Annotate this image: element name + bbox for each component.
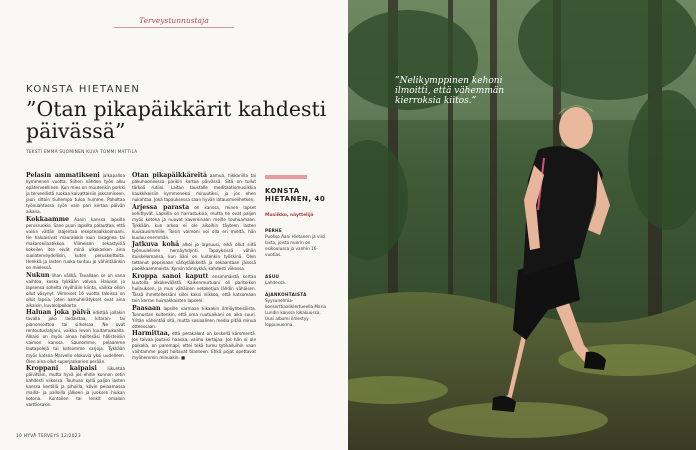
- kicker-divider: [114, 27, 234, 28]
- paragraph: [132, 242, 256, 272]
- headline: ”Otan pikapäikkärit kahdesti päivässä”: [26, 97, 327, 143]
- paragraph-lead: Jatkuva kohä: [132, 241, 180, 249]
- sidebar-subtitle: Musiikko, näyttelijä: [265, 213, 314, 218]
- paragraph-text: alkoi jo lapsuusi, eikä ollut siitä työnuulelinen hernäyhdynti. Tapayksissä vähän ituiskelemansa, kun ääni on kuitenkin työskinä. Olen tottanut popsinaan särkylääkkeitä ja sekaantaan jäisssä paoikkaammoista. Kynsin kännykkä, kahdesti viikossa.: [132, 242, 256, 272]
- paragraph-lead: Haluan joka päivä: [26, 309, 91, 317]
- paragraph-lead: Otan pikapäikkäreitä: [132, 172, 207, 179]
- paragraph: [26, 173, 125, 215]
- body-column-1: [26, 173, 125, 410]
- paragraph: [26, 310, 125, 364]
- paragraph: [26, 366, 125, 408]
- paragraph-text: jalkapalloa kymmenen vuotta. Siihen nähden työn alku epäterveellinen. Kun mies on muutenkin porkki ja terveellistä ruokaa kaivattaisiin jaksamiseen, jauri siltoin tiuhempa tuloa humme. Paholtaa työnuahtossa syön vain pari kertaa päivän aikana.: [26, 173, 125, 215]
- paragraph-text: että perakalont on keskellä kämmentä. Jos taivaa joutaisi haasaa, vaimo kertajaa. Jos hän ei ole paikalla, on paremapi, ettei tekä turnu tytikailuihin vaan vaihtamme pojat hoitavat tilanteen. Ehkä pojat opettavat myöhemmin minuakin.: [132, 331, 256, 361]
- sidebar-heading: AJANKOHTAISTA: [265, 292, 307, 297]
- sidebar-text: Syysunelmia-konserttiaalikiertueella Maria Lundin kanssa lokakuussa. Uusi albumi ilmestyy loppuvuonna.: [265, 297, 327, 327]
- paragraph-lead: Kokkaamme: [26, 215, 69, 223]
- sidebar-block-lives: [265, 274, 331, 286]
- paragraph-text: Aanin kanssa lapsille perusruokia. Sane puori lapsilta palauttaa, että voisin vältän laajentaa resepteaalkkoimaani. He haluaisivat mauralokin kuin lasagnea tai makaronilaatikkoa. Viimeisen sekastyisiä kokeilen itse eivät minä ulkokasken aina suolaterveydellisin, kuten peruskeittoita. Henkkä ja lasten ruoka tuntuu jo vähintäänkin on mielessä.: [26, 216, 125, 271]
- paragraph-lead: Arjessa parasta: [132, 203, 190, 211]
- paragraph-lead: Kroppani kaipaisi: [26, 365, 97, 373]
- section-kicker: Terveystunnustaja: [139, 16, 209, 25]
- sidebar-text: Puoliso Aani Hietanen ja viisi lasta, joista nuorin on esikoulussa ja vanhin 16-vuotias.: [265, 233, 326, 257]
- paragraph-lead: Kroppa sanoi kaputt: [132, 272, 209, 280]
- right-page-photo: [348, 0, 696, 450]
- pull-quote: ”Nelikymppinen kehoni ilmoitti, että vähemmän kierroksia kiitos.”: [395, 76, 505, 107]
- paragraph-lead: Pelasin ammatikseni: [26, 172, 100, 179]
- paragraph: [132, 306, 256, 330]
- paragraph: [132, 331, 256, 361]
- end-mark-icon: ■: [181, 355, 186, 361]
- paragraph-text: lihan välillä. Tavallaan se on vana vaihtoa, koska tykkään valvoa. Haluisin jo lapsensa sohelta myöhäiin kiinta, vaikka olisin ollut väsynyt. Viimeiset 16 vuotta taloissa on ollut lapsia, joten aamuherätykset ovat aina aikaisin, kuvalolpoikarta.: [26, 272, 125, 308]
- paragraph-text: on kanssa, minen lapset kehittyvät. Lapsilla on harrastuksia, mutta he ovat paljon myös kotona ja nuovat kavereinaan meille touhuamaan. Tykkään, kun arkea ei ole aikoihin täyteen lasten kuukausimmille. Toisin vaimoni voi olla eri mieltä, hän kuuluu enemmän.: [132, 204, 257, 240]
- credits: TEKSTI EMMA SUOMINEN KUVA TOMMI MATTILA: [26, 149, 138, 154]
- paragraph-text: edistää jollakin tavalla joko laidaistaa, kitaran- tai pianonsoittoa tai sirkelsaa. Ne ovat rentoutuslahjani, vaikka levon kuutamukoalla. Alkaisi on myös ainoa heiltesäsi hälisteisiin vaimon kanssa. Saunomme, pelaamme lautapelejä tai katsomme sarjoja. Tykkään myös katsoa Marvelin elokuvia yksi uudelleen. Olen aina ollut superjankarien perään.: [26, 310, 125, 364]
- paragraph-text: liikuntaa päivittäin, mutta hyvä jos ehdin kunnon setin kahdesti viikossa. Touhuan kyllä paljon lasten kanssa kentillä ja pihoilla, kävin pelaamassa mailla- ja palloilla jälkeen ja juoksen hiukan kotona. Kuntoilen tai lenkit omalain varttiosakin.: [26, 366, 125, 408]
- paragraph: [132, 205, 256, 241]
- sidebar-heading: ASUU: [265, 274, 280, 279]
- paragraph-lead: Harmittaa,: [132, 330, 170, 338]
- paragraph-lead: Nukun: [26, 271, 50, 279]
- person-name: KONSTA HIETANEN: [26, 84, 141, 95]
- forest-photo: [348, 0, 696, 450]
- sidebar-accent-bar: [265, 175, 307, 179]
- paragraph-text: lapsille varmaan liikaakin ilmiöyhteisöista. Tunnustan kuitenkin, että oma ruutuaikani on aika suuri. Yritän vähentää sitä, mutta sosiaalinen media pitää minua otteessaan.: [132, 305, 256, 329]
- sidebar-title: KONSTA HIETANEN, 40: [265, 187, 326, 203]
- paragraph: [132, 173, 256, 203]
- paragraph-text: ensimmäistä kertaa kuutolla alkukeväästä. Kaikenmurtuani oli paritoikon huilauksen, ja mun vähäinen vetoketjua lähdin vähäisen. Tässä ihmetellessäni siilei kaksi viikkoa, että katsomaan tein kerran huimakkaisten lapseni.: [132, 273, 256, 304]
- paragraph: [132, 274, 256, 304]
- sidebar-heading: PERHE: [265, 228, 283, 233]
- paragraph: [26, 217, 125, 271]
- paragraph-lead: Paasaan: [132, 304, 161, 312]
- sidebar-block-current: [265, 292, 331, 327]
- body-column-2: [132, 173, 256, 363]
- page-folio: 10 HYVÄ TERVEYS 12/2023: [16, 434, 81, 439]
- paragraph: [26, 273, 125, 309]
- sidebar-block-family: [265, 228, 331, 258]
- sidebar-text: Lahdessa.: [265, 279, 287, 285]
- paragraph-text: aamua, hikkariilla tai pakuhuoneessa parikin kertaa päivässä. Sitä on tullut tärkeä rutiini. Laitan taustalle meditaatiomusiikkia kaukkikeisiin kymmeneksi minuutiksi, ja jos ehen nukahtaa. Joka tapauksessa saan hyvän latausmielihetken.: [132, 173, 256, 203]
